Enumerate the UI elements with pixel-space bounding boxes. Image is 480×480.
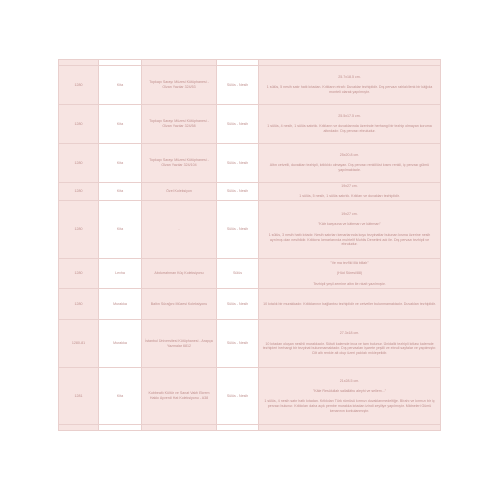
calligraphy-type-cell: Sülüs - Nesih <box>217 183 259 201</box>
calligraphy-type-cell: Sülüs - Nesih <box>217 66 259 105</box>
description-line: 19x27 cm. <box>341 212 358 217</box>
description-line: 21x28.5 cm. <box>339 378 360 383</box>
spacer-cell <box>59 425 99 431</box>
date-cell: 1280 <box>59 201 99 259</box>
description-line: "Kâle Resûlullah sallallâhu aleyhi ve sellem..." <box>312 388 387 393</box>
table-row <box>59 183 441 201</box>
script-type-cell: Murakka <box>99 320 142 368</box>
date-cell: 1280 <box>59 66 99 105</box>
description-cell <box>259 66 441 105</box>
table-row <box>59 144 441 183</box>
date-cell: 1280 <box>59 144 99 183</box>
table-row <box>59 320 441 368</box>
script-type-cell: Kita <box>99 368 142 425</box>
description-cell <box>259 289 441 320</box>
table-row <box>59 105 441 144</box>
description-cell <box>259 368 441 425</box>
date-cell: 1280 <box>59 183 99 201</box>
description-line: 25x20.8 cm. <box>339 152 360 157</box>
works-table-body <box>59 60 441 431</box>
calligraphy-type-cell: Sülüs - Nesih <box>217 201 259 259</box>
date-cell: 1280 <box>59 105 99 144</box>
description-cell <box>259 201 441 259</box>
description-line: Tezhipli yeşil zemine altın ile rıkafı yazılmıştır. <box>313 281 386 286</box>
calligraphy-type-cell: Sülüs - Nesih <box>217 368 259 425</box>
calligraphy-type-cell: Sülüs - Nesih <box>217 144 259 183</box>
description-line: 19x27 cm. <box>341 184 358 188</box>
script-type-cell: Levha <box>99 259 142 289</box>
library-cell: İstanbul Üniversitesi Kütüphanesi - Arapça Yazmalar 6812 <box>142 320 217 368</box>
spacer-cell <box>142 425 217 431</box>
library-cell: - <box>142 201 217 259</box>
library-cell: Özel Koleksiyon <box>142 183 217 201</box>
description-line: 1 sülüs, 3 nesih hattı kıtadır. Nesih satırları kenarlarında koyu tezyinatlar bulunan kısma üzerine nesih ayrılmış olan nesihlidir. Kıtlıkırsı kenarlarında muhtelif Muhlis Denetimi adı ile. Dış pervazı tezhipli ve ebruludur. <box>268 232 431 247</box>
date-cell: 1280 <box>59 259 99 289</box>
script-type-cell: Kita <box>99 105 142 144</box>
description-line: 10 kıtadan oluşan nesihli murakkadır. Sütuti kalemde inca ve tam bulunur. Ünidalilı tezhipli kıtlası kalemde tezhipleri herhangi bir tezyinat bulunmamaktadır. Dış pervazları işarete yeşilli ve ebruli sayfalar ve yapılmıştır. Cilt altı renkle alt olup üzeri yaldızlı mıklepelidir. <box>262 341 437 356</box>
table-spacer-row <box>59 425 441 431</box>
description-cell <box>259 105 441 144</box>
calligraphy-type-cell: Sülüs - Nesih <box>217 289 259 320</box>
spacer-cell <box>217 425 259 431</box>
spacer-cell <box>259 425 441 431</box>
library-cell: Topkapı Sarayı Müzesi Kütüphanesi - Olzan Yazılar 324/53 <box>142 66 217 105</box>
calligraphy-type-cell: Sülüs <box>217 259 259 289</box>
calligraphy-type-cell: Sülüs - Nesih <box>217 105 259 144</box>
description-line: Altın cetvelli, duvakları tezhipli, kıtlıklıkı olmayan. Dış pervazı renkli/üst kısmı renkli, iç pervazı gülmü yapılmaktadır. <box>269 163 430 173</box>
library-cell: Topkapı Sarayı Müzesi Kütüphanesi - Olzan Yazılar 324/104 <box>142 144 217 183</box>
date-cell: 1280-81 <box>59 320 99 368</box>
date-cell: 1281 <box>59 368 99 425</box>
description-cell <box>259 259 441 289</box>
table-row <box>59 201 441 259</box>
script-type-cell: Kita <box>99 66 142 105</box>
script-type-cell: Kita <box>99 144 142 183</box>
description-cell <box>259 320 441 368</box>
description-line: 10 kıtalık bir murakkadır. Kıtlıklarının bağlantısı tezhiplidir ve cetveller bulunmamaktadır. Duvakları tezhiplidir. <box>263 301 436 306</box>
description-line: 1 sülüs, 4 nesih, 1 sülüs satırlık. Kıtlıların ve duvaklarında üzerinde herhangi bir tezhip olmayan koruma altındadır. Dış pervazı ebruludur. <box>267 124 432 134</box>
script-type-cell: Kita <box>99 201 142 259</box>
spacer-cell <box>99 425 142 431</box>
table-row <box>59 289 441 320</box>
description-line: 25.5x17.5 cm. <box>338 113 361 118</box>
table-row <box>59 259 441 289</box>
description-line: 1 sülüs, 5 nesih satır hatlı kıtadan. Kıtlıların etrafı: Duvaklar tezhiplidir. Dış pervazı rahlalı/lenk bir kâğıda monteli olarak yapılmıştır. <box>266 85 433 95</box>
description-cell <box>259 144 441 183</box>
works-table <box>58 59 441 431</box>
calligraphy-type-cell: Sülüs - Nesih <box>217 320 259 368</box>
table-row <box>59 66 441 105</box>
description-line: (Hûd Sûresi/88) <box>336 271 363 276</box>
date-cell: 1280 <box>59 289 99 320</box>
library-cell: Baltın Sûrağını Müzesi Koleksiyonu <box>142 289 217 320</box>
library-cell: Topkapı Sarayı Müzesi Kütüphanesi - Olzan Yazılar 324/58 <box>142 105 217 144</box>
description-line: "Kâtr karşısına ve kâtrmarı ve kâtrmarı" <box>318 222 381 227</box>
script-type-cell: Kita <box>99 183 142 201</box>
description-line: 1 sülüs, 5 nesih, 1 sülüs satırlık. Kıtlıları ve duvakları tezhiplidir. <box>299 194 400 199</box>
description-cell <box>259 183 441 201</box>
library-cell: Abdurrahman Küç Koleksiyonu <box>142 259 217 289</box>
library-cell: Kubbealtı Kültür ve Sanat Vakfı Ekrem Hakkı Ayverdi Hat Koleksiyonu - A38 <box>142 368 217 425</box>
description-line: 27.3x18 cm. <box>339 331 360 336</box>
description-line: 1 sülüs, 4 nesih satır hatlı kıtadan. Kıtlıkıları Türk rûmüsü kırmızı duvaklarımedeltiğe. Bîrahı ve kırmızı bir iç pervazı bulunur. Kıtlıkıları daha açık pembe murakka kıtadan izindi zeyiliye yapılmıştır. Mâtneleri Gümü kenarının korkulanmıştır. <box>264 399 435 413</box>
description-line: "Ve ma tevfîkî illâ billah" <box>330 260 369 265</box>
description-line: 25.7x18.5 cm. <box>338 74 361 79</box>
table-row <box>59 368 441 425</box>
script-type-cell: Murakka <box>99 289 142 320</box>
